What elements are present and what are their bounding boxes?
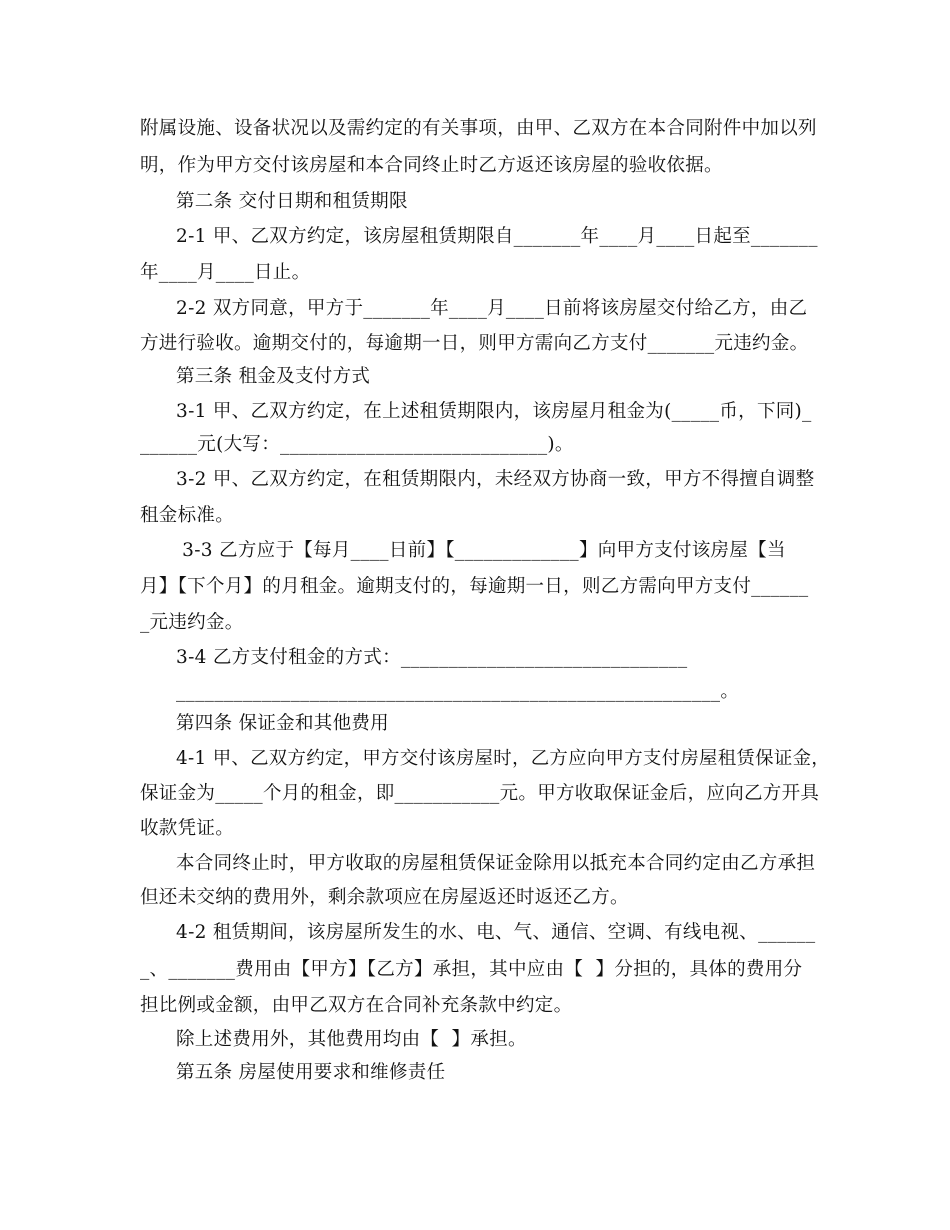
text-line: 保证金为_____个月的租金，即___________元。甲方收取保证金后，应向乙方开具 bbox=[140, 783, 820, 804]
text-line: 年____月____日止。 bbox=[140, 262, 311, 283]
section-heading: 第四条 保证金和其他费用 bbox=[176, 713, 389, 734]
text-line: 3-2 甲、乙双方约定，在租赁期限内，未经双方协商一致，甲方不得擅自调整 bbox=[176, 469, 815, 490]
text-line: ______元(大写：____________________________)。 bbox=[140, 434, 574, 455]
text-line: 3-3 乙方应于【每月____日前】【_____________】向甲方支付该房屋【当 bbox=[176, 540, 786, 561]
text-line: _________________________________________________________。 bbox=[176, 681, 740, 702]
text-line: 但还未交纳的费用外，剩余款项应在房屋返还时返还乙方。 bbox=[140, 887, 629, 908]
text-line: 租金标准。 bbox=[140, 505, 235, 526]
text-line: 4-2 租赁期间，该房屋所发生的水、电、气、通信、空调、有线电视、______ bbox=[176, 922, 816, 943]
text-line: 月】【下个月】的月租金。逾期支付的，每逾期一日，则乙方需向甲方支付______ bbox=[140, 576, 809, 597]
section-heading: 第二条 交付日期和租赁期限 bbox=[176, 191, 408, 212]
text-line: 除上述费用外，其他费用均由【 】承担。 bbox=[176, 1029, 527, 1050]
text-line: 2-1 甲、乙双方约定，该房屋租赁期限自_______年____月____日起至_______ bbox=[176, 226, 818, 247]
text-line: 担比例或金额，由甲乙双方在合同补充条款中约定。 bbox=[140, 995, 573, 1016]
text-line: 附属设施、设备状况以及需约定的有关事项，由甲、乙双方在本合同附件中加以列 bbox=[140, 118, 817, 139]
text-line: 方进行验收。逾期交付的，每逾期一日，则甲方需向乙方支付_______元违约金。 bbox=[140, 333, 809, 354]
text-line: 2-2 双方同意，甲方于_______年____月____日前将该房屋交付给乙方，由乙 bbox=[176, 298, 808, 319]
text-line: 4-1 甲、乙双方约定，甲方交付该房屋时，乙方应向甲方支付房屋租赁保证金， bbox=[176, 748, 830, 769]
text-line: 3-4 乙方支付租金的方式：______________________________ bbox=[176, 647, 688, 668]
text-line: _、_______费用由【甲方】【乙方】承担，其中应由【 】分担的，具体的费用分 bbox=[140, 959, 803, 980]
text-line: 收款凭证。 bbox=[140, 818, 235, 839]
section-heading: 第三条 租金及支付方式 bbox=[176, 366, 371, 387]
text-line: _元违约金。 bbox=[140, 612, 244, 633]
text-line: 本合同终止时，甲方收取的房屋租赁保证金除用以抵充本合同约定由乙方承担 bbox=[176, 853, 816, 874]
text-line: 3-1 甲、乙双方约定，在上述租赁期限内，该房屋月租金为(_____币，下同)_ bbox=[176, 401, 812, 422]
section-heading: 第五条 房屋使用要求和维修责任 bbox=[176, 1062, 446, 1083]
text-line: 明，作为甲方交付该房屋和本合同终止时乙方返还该房屋的验收依据。 bbox=[140, 155, 723, 176]
